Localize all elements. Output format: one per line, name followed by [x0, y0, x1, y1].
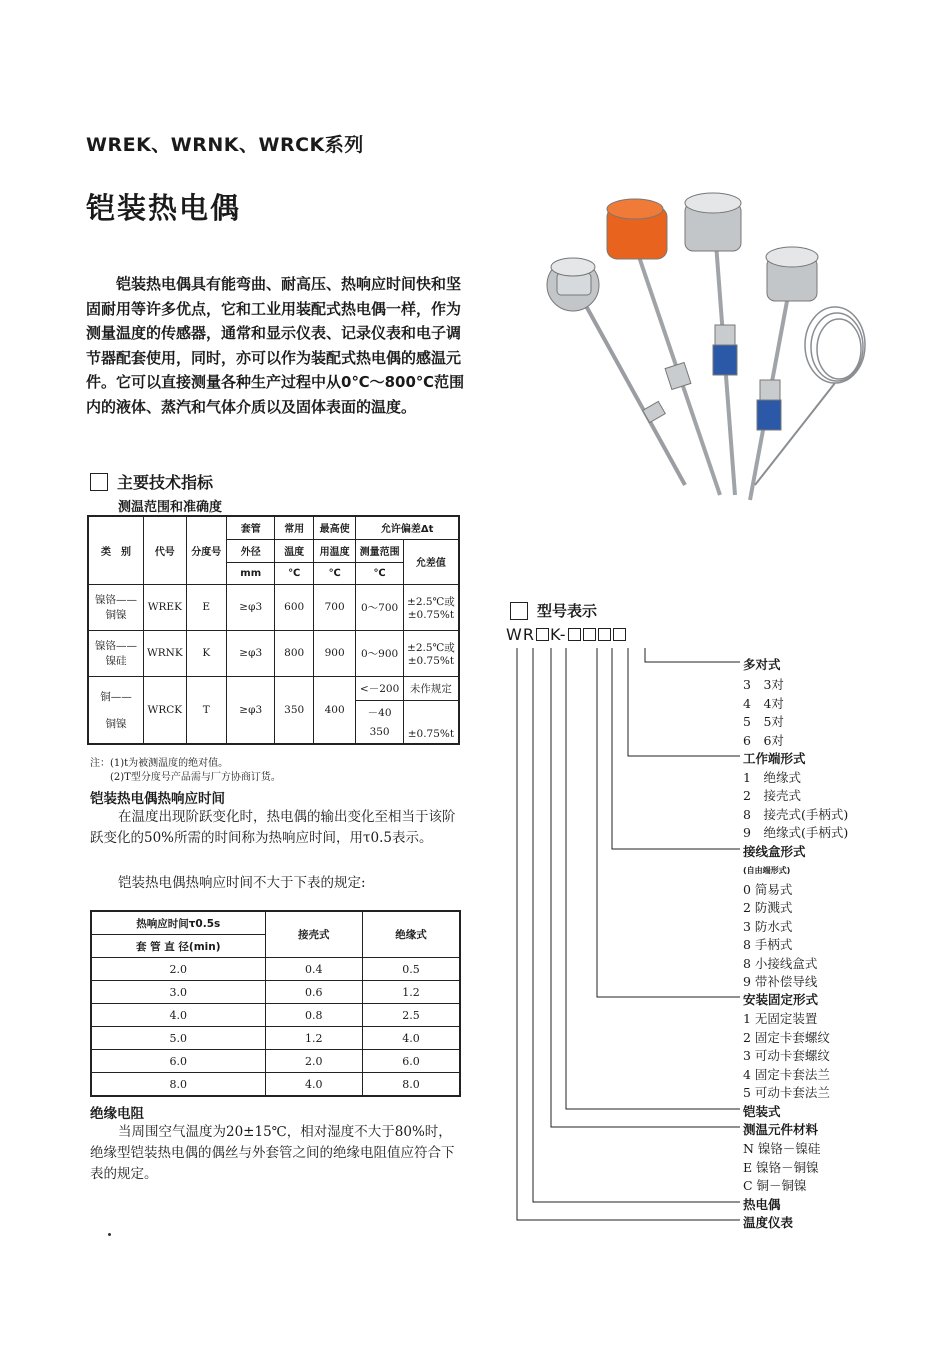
thermocouple-blue-1: [685, 193, 741, 495]
series-title: WREK、WRNK、WRCK系列: [86, 134, 364, 156]
legend-option: 4 4对: [743, 696, 784, 711]
intro-paragraph: 铠装热电偶具有能弯曲、耐高压、热响应时间快和坚固耐用等许多优点，它和工业用装配式热电偶一样，作为测量温度的传感器，通常和显示仪表、记录仪表和电子调节器配套使用，同时，亦可以作为装配式热电偶的感温元件。它可以直接测量各种生产过程中从0℃～800℃范围内的液体、蒸汽和气体介质以及固体表面的温度。: [86, 275, 465, 416]
th-normal-1: 常用: [275, 516, 313, 539]
model-connector-lines: [500, 640, 760, 1230]
legend-category: 接线盒形式: [743, 844, 806, 859]
response-note: 铠装热电偶热响应时间不大于下表的规定:: [118, 875, 366, 891]
main-title: 铠装热电偶: [86, 191, 242, 225]
th-grade: 分度号: [186, 516, 226, 584]
legend-option: E 镍铬－铜镍: [743, 1160, 819, 1175]
legend-category: 安装固定形式: [743, 992, 819, 1007]
table-row: －40 350 ±0.75%t: [88, 700, 459, 744]
response-paragraph: 在温度出现阶跃变化时，热电偶的输出变化至相当于该阶跃变化的50%所需的时间称为热响应时间，用τ0.5表示。: [90, 809, 456, 846]
th-max-3: ℃: [313, 562, 355, 584]
legend-option: 1 无固定装置: [743, 1011, 818, 1026]
th-response-time: 热响应时间τ0.5s: [91, 911, 265, 935]
response-table: [90, 910, 461, 1097]
table-row: 2.0 0.4 0.5: [91, 958, 460, 981]
legend-category: 铠装式: [743, 1104, 781, 1119]
legend-option: (自由端形式): [743, 866, 791, 875]
insulation-heading: 绝缘电阻: [90, 1106, 144, 1122]
legend-option: 5 5对: [743, 714, 784, 729]
th-sheath-2: 外径: [226, 539, 275, 562]
tech-heading: 主要技术指标: [90, 470, 213, 493]
legend-option: 8 手柄式: [743, 937, 793, 952]
th-tol: 允差值: [403, 539, 459, 584]
page-mark: [108, 1233, 111, 1236]
table-row: 8.0 4.0 8.0: [91, 1073, 460, 1097]
th-diameter: 套 管 直 径(min): [91, 935, 265, 958]
table-row: 铜—— 铜镍 WRCK T ≥φ3 350 400 <－200 未作规定: [88, 676, 459, 700]
th-normal-2: 温度: [275, 539, 313, 562]
table-row: 6.0 2.0 6.0: [91, 1050, 460, 1073]
legend-option: 2 接壳式: [743, 788, 801, 803]
legend-option: 1 绝缘式: [743, 770, 801, 785]
model-code: WR K-: [506, 625, 627, 644]
legend-option: 9 带补偿导线: [743, 974, 818, 989]
model-heading: 型号表示: [510, 600, 597, 621]
table-row: 镍铬—— 铜镍 WREK E ≥φ3 600 700 0～700 ±2.5℃或 ±0.75%t: [88, 584, 459, 630]
legend-option: 4 固定卡套法兰: [743, 1067, 830, 1082]
th-max-2: 用温度: [313, 539, 355, 562]
legend-category: 测温元件材料: [743, 1122, 819, 1137]
insulation-paragraph: 当周围空气温度为20±15℃，相对湿度不大于80%时，绝缘型铠装热电偶的偶丝与外套管之间的绝缘电阻值应符合下表的规定。: [90, 1124, 455, 1182]
legend-category: 热电偶: [743, 1197, 781, 1212]
th-allow: 允许偏差Δt: [356, 516, 459, 539]
legend-option: 2 固定卡套螺纹: [743, 1030, 830, 1045]
legend-option: 3 3对: [743, 677, 784, 692]
th-max-1: 最高使: [313, 516, 355, 539]
table-row: 5.0 1.2 4.0: [91, 1027, 460, 1050]
th-category: 类 别: [88, 516, 144, 584]
legend-option: C 铜－铜镍: [743, 1178, 807, 1193]
section-checkbox-icon: [90, 473, 108, 491]
table-row: 镍铬—— 镍硅 WRNK K ≥φ3 800 900 0～900 ±2.5℃或 ±0.75%t: [88, 630, 459, 676]
legend-category: 多对式: [743, 657, 781, 672]
legend-option: 5 可动卡套法兰: [743, 1085, 830, 1100]
legend-option: 8 接壳式(手柄式): [743, 807, 849, 822]
product-photo: [535, 185, 870, 505]
tech-subheading: 测温范围和准确度: [118, 500, 223, 515]
th-range-2: ℃: [356, 562, 404, 584]
legend-option: 6 6对: [743, 733, 784, 748]
th-code: 代号: [144, 516, 186, 584]
th-normal-3: ℃: [275, 562, 313, 584]
legend-category: 温度仪表: [743, 1215, 794, 1230]
th-sheath-3: mm: [226, 562, 275, 584]
legend-option: 3 可动卡套螺纹: [743, 1048, 830, 1063]
table-notes: 注：(1)t为被测温度的绝对值。 (2)T型分度号产品需与厂方协商订货。: [90, 758, 281, 783]
th-range-1: 测量范围: [356, 539, 404, 562]
thermocouple-left: [547, 258, 685, 485]
th-insul: 绝缘式: [363, 911, 460, 958]
legend-option: 2 防溅式: [743, 900, 793, 915]
spec-table: [87, 515, 460, 745]
legend-option: N 镍铬－镍硅: [743, 1141, 821, 1156]
legend-option: 0 简易式: [743, 882, 793, 897]
legend-option: 3 防水式: [743, 919, 793, 934]
thermocouple-blue-2: [750, 247, 818, 500]
th-sheath-1: 套管: [226, 516, 275, 539]
th-case: 接壳式: [265, 911, 362, 958]
legend-option: 9 绝缘式(手柄式): [743, 825, 849, 840]
section-checkbox-icon: [510, 602, 528, 620]
table-row: 4.0 0.8 2.5: [91, 1004, 460, 1027]
response-heading: 铠装热电偶热响应时间: [90, 791, 225, 807]
legend-category: 工作端形式: [743, 751, 806, 766]
table-row: 3.0 0.6 1.2: [91, 981, 460, 1004]
legend-option: 8 小接线盒式: [743, 956, 818, 971]
